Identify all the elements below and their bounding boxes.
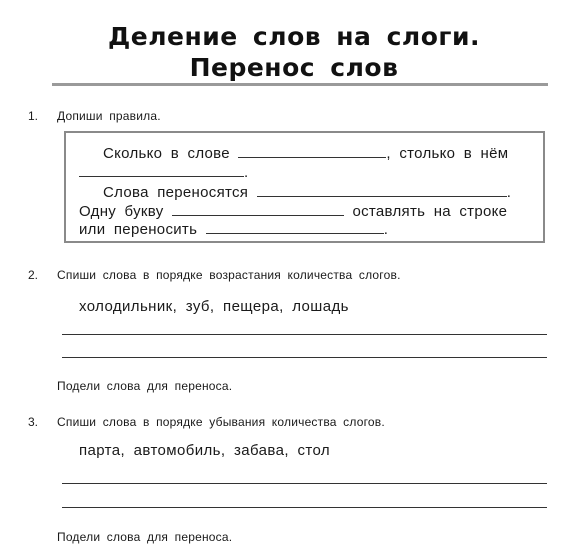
rule-1b-blank[interactable] (79, 162, 244, 177)
rule-3-blank[interactable] (172, 201, 344, 216)
page-subtitle: Перенос слов (189, 53, 399, 82)
rule-1b-end: . (244, 164, 249, 181)
rule-4-text: или переносить (79, 221, 198, 238)
rule-1-blank[interactable] (238, 143, 386, 158)
rule-line-2 (103, 182, 511, 201)
rule-1-text-2: , столько в нём (386, 145, 509, 162)
task-3-instruction: Спиши слова в порядке убывания количества слогов. (57, 415, 385, 429)
rule-line-4 (79, 219, 388, 238)
task-1-number: 1. (28, 109, 39, 123)
rule-line-1b (79, 162, 248, 181)
rule-4-blank[interactable] (206, 219, 384, 234)
task-3-answer-line-2[interactable] (62, 507, 547, 508)
task-2-number: 2. (28, 268, 39, 282)
rule-line-3 (79, 201, 507, 220)
rule-4-end: . (383, 221, 389, 238)
task-2-answer-line-1[interactable] (62, 334, 547, 335)
task-2-instruction: Спиши слова в порядке возрастания количества слогов. (57, 268, 401, 282)
rule-2-text: Слова переносятся (103, 184, 249, 201)
rule-2-blank[interactable] (257, 182, 507, 197)
task-3-number: 3. (28, 415, 39, 429)
task-2-note: Подели слова для переноса. (57, 379, 233, 393)
task-3-words: парта, автомобиль, забава, стол (79, 442, 331, 459)
page-title: Деление слов на слоги. (108, 22, 480, 51)
task-3-answer-line-1[interactable] (62, 483, 547, 484)
rule-2-end: . (506, 184, 512, 201)
rule-line-1 (103, 143, 508, 162)
task-2-words: холодильник, зуб, пещера, лошадь (79, 298, 349, 315)
rule-3-text-2: оставлять на строке (352, 203, 508, 220)
rule-3-text: Одну букву (79, 203, 164, 220)
task-2-answer-line-2[interactable] (62, 357, 547, 358)
rule-1-text: Сколько в слове (103, 145, 230, 162)
title-divider (52, 83, 548, 86)
task-1-instruction: Допиши правила. (57, 109, 161, 123)
task-3-note: Подели слова для переноса. (57, 530, 233, 544)
